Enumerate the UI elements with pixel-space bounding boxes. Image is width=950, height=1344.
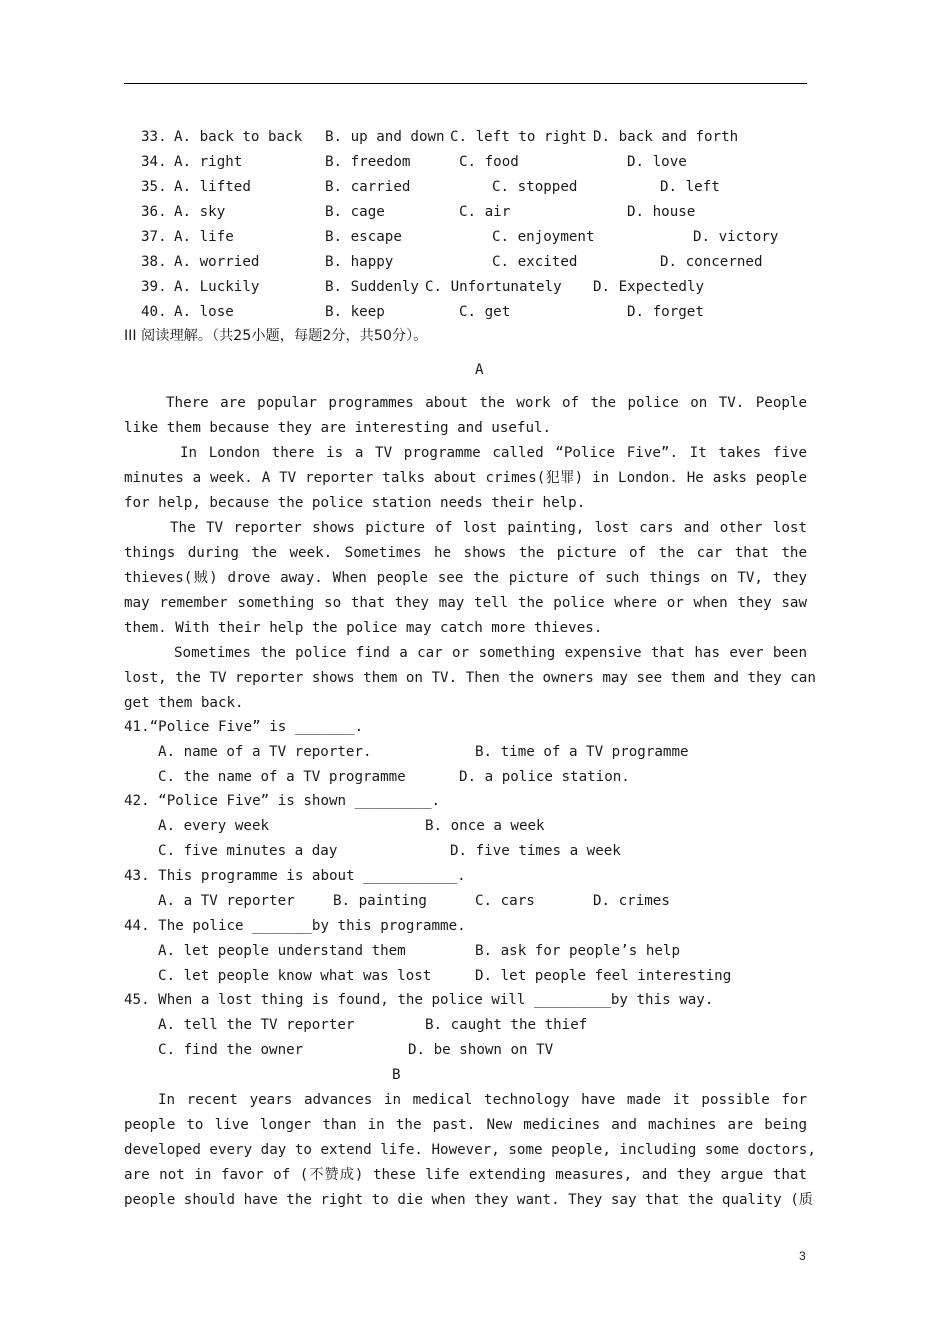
passage-line: may remember something so that they may tell the police where or when they saw (124, 595, 807, 611)
question-stem: 41.“Police Five” is _______. (124, 719, 364, 735)
option-a: A. worried (174, 254, 260, 270)
option-number: 40. (141, 304, 167, 320)
passage-line: like them because they are interesting and useful. (124, 420, 552, 436)
question-stem: 45. When a lost thing is found, the police will _________by this way. (124, 992, 714, 1008)
passage-line: Sometimes the police find a car or something expensive that has ever been (174, 645, 807, 661)
question-option: C. let people know what was lost (158, 968, 432, 984)
passage-line: things during the week. Sometimes he shows the picture of the car that the (124, 545, 807, 561)
question-option: B. ask for people’s help (475, 943, 680, 959)
option-b: B. freedom (325, 154, 411, 170)
question-option: D. be shown on TV (408, 1042, 554, 1058)
question-option: D. crimes (593, 893, 670, 909)
option-a: A. life (174, 229, 234, 245)
passage-line: The TV reporter shows picture of lost painting, lost cars and other lost (170, 520, 807, 536)
option-d: D. victory (693, 229, 779, 245)
question-option: A. a TV reporter (158, 893, 295, 909)
option-b: B. Suddenly (325, 279, 419, 295)
passage-line: There are popular programmes about the work of the police on TV. People (166, 395, 807, 411)
option-c: C. enjoyment (492, 229, 595, 245)
option-d: D. concerned (660, 254, 763, 270)
question-option: B. time of a TV programme (475, 744, 689, 760)
question-option: D. five times a week (450, 843, 621, 859)
question-option: B. caught the thief (425, 1017, 588, 1033)
header-rule (124, 83, 807, 84)
option-number: 35. (141, 179, 167, 195)
passage-line: In recent years advances in medical technology have made it possible for (158, 1092, 807, 1108)
passage-line: In London there is a TV programme called “Police Five”. It takes five (180, 445, 807, 461)
option-number: 33. (141, 129, 167, 145)
question-option: D. let people feel interesting (475, 968, 732, 984)
question-option: A. let people understand them (158, 943, 406, 959)
option-d: D. forget (627, 304, 704, 320)
option-a: A. lifted (174, 179, 251, 195)
question-option: A. every week (158, 818, 270, 834)
option-number: 39. (141, 279, 167, 295)
passage-b-label: B (392, 1067, 401, 1083)
question-option: B. once a week (425, 818, 545, 834)
option-c: C. food (459, 154, 519, 170)
question-stem: 43. This programme is about ___________. (124, 868, 466, 884)
passage-line: are not in favor of (不赞成) these life extending measures, and they argue that (124, 1167, 807, 1183)
option-d: D. left (660, 179, 720, 195)
option-c: C. air (459, 204, 511, 220)
question-option: A. tell the TV reporter (158, 1017, 355, 1033)
option-c: C. get (459, 304, 511, 320)
section-heading: III 阅读理解。（共25小题，每题2分，共50分）。 (124, 328, 428, 344)
passage-line: for help, because the police station needs their help. (124, 495, 586, 511)
option-number: 37. (141, 229, 167, 245)
passage-line: them. With their help the police may catch more thieves. (124, 620, 603, 636)
question-option: A. name of a TV reporter. (158, 744, 372, 760)
option-d: D. house (627, 204, 696, 220)
option-a: A. sky (174, 204, 226, 220)
page-number: 3 (799, 1249, 806, 1263)
option-c: C. stopped (492, 179, 578, 195)
option-a: A. right (174, 154, 243, 170)
option-b: B. happy (325, 254, 394, 270)
option-b: B. up and down (325, 129, 445, 145)
passage-line: minutes a week. A TV reporter talks about crimes(犯罪) in London. He asks people (124, 470, 807, 486)
question-option: C. find the owner (158, 1042, 304, 1058)
question-option: B. painting (333, 893, 427, 909)
passage-line: people should have the right to die when they want. They say that the quality (质 (124, 1192, 813, 1208)
option-number: 34. (141, 154, 167, 170)
option-a: A. Luckily (174, 279, 260, 295)
passage-a-label: A (475, 362, 484, 378)
option-b: B. cage (325, 204, 385, 220)
option-c: C. Unfortunately (425, 279, 562, 295)
option-b: B. carried (325, 179, 411, 195)
option-a: A. lose (174, 304, 234, 320)
question-option: C. the name of a TV programme (158, 769, 406, 785)
passage-line: get them back. (124, 695, 244, 711)
option-c: C. excited (492, 254, 578, 270)
passage-line: developed every day to extend life. However, some people, including some doctors, (124, 1142, 816, 1158)
question-stem: 42. “Police Five” is shown _________. (124, 793, 441, 809)
question-stem: 44. The police _______by this programme. (124, 918, 466, 934)
passage-line: lost, the TV reporter shows them on TV. Then the owners may see them and they can (124, 670, 816, 686)
option-c: C. left to right (450, 129, 587, 145)
passage-line: thieves(贼) drove away. When people see the picture of such things on TV, they (124, 570, 807, 586)
option-d: D. back and forth (593, 129, 739, 145)
option-number: 38. (141, 254, 167, 270)
question-option: C. five minutes a day (158, 843, 338, 859)
passage-line: people to live longer than in the past. New medicines and machines are being (124, 1117, 807, 1133)
question-option: D. a police station. (459, 769, 630, 785)
question-option: C. cars (475, 893, 535, 909)
option-d: D. Expectedly (593, 279, 705, 295)
option-a: A. back to back (174, 129, 303, 145)
option-number: 36. (141, 204, 167, 220)
option-b: B. escape (325, 229, 402, 245)
option-b: B. keep (325, 304, 385, 320)
option-d: D. love (627, 154, 687, 170)
